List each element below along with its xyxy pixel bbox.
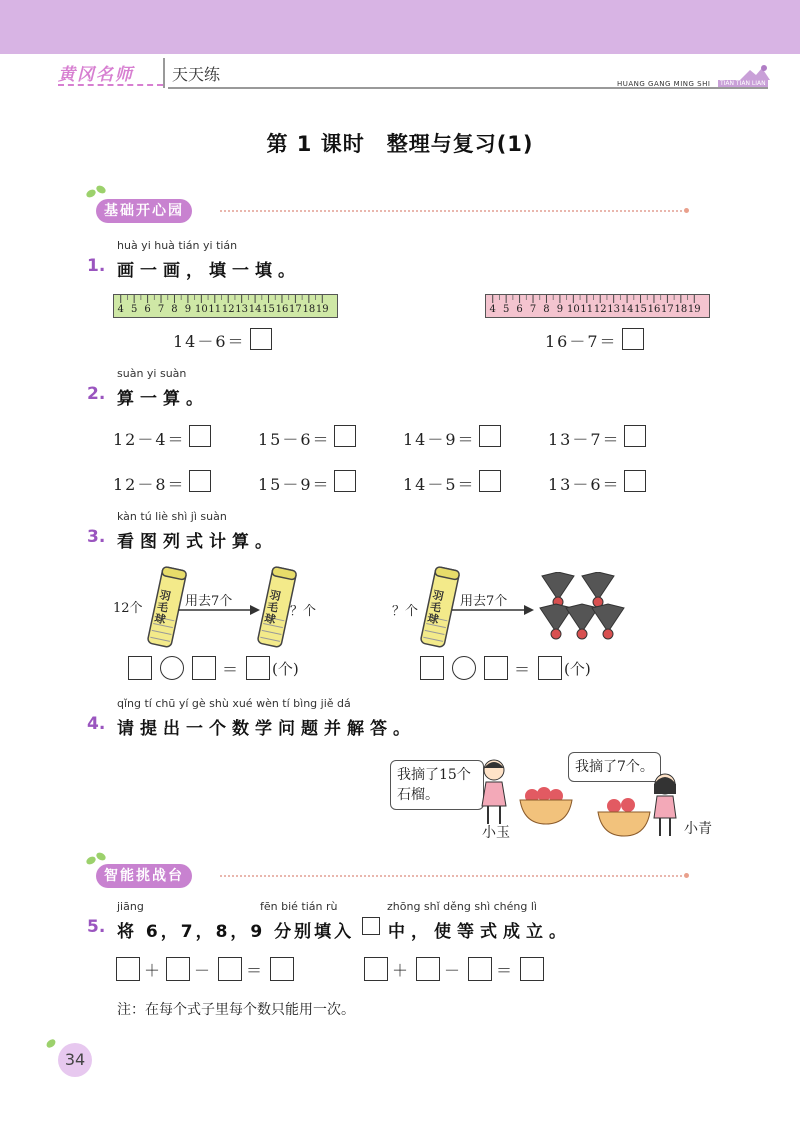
ruler-number: 4 (117, 304, 124, 315)
ruler-number: 15 (634, 304, 647, 315)
hill-decoration-icon (740, 64, 770, 80)
q2-answer-box[interactable] (189, 425, 211, 447)
section-divider (220, 875, 682, 877)
q5-text-part2: 中，使等式成立。 (388, 922, 572, 942)
ruler-number: 4 (489, 304, 496, 315)
ruler-number: 7 (529, 304, 537, 315)
brand-logo: 黄冈名师 (58, 65, 134, 85)
tube-label: 羽毛球 (263, 588, 282, 627)
q3-pinyin: kàn tú liè shì jì suàn (117, 510, 227, 523)
q2-equation: 13－7＝ (548, 430, 621, 449)
section-challenge-tag: 智能挑战台 (96, 864, 192, 888)
ruler-number: 11 (580, 304, 594, 315)
q2-equation: 14－9＝ (403, 430, 476, 449)
q3-left-operator-circle[interactable] (160, 656, 184, 680)
tube-label: 羽毛球 (153, 588, 172, 627)
number-ruler-right (485, 294, 710, 318)
leaf-icon (95, 184, 107, 195)
section-divider-end (684, 873, 689, 878)
equals-sign: ＝ (496, 961, 515, 980)
q2-answer-box[interactable] (334, 425, 356, 447)
name-right: 小青 (684, 821, 712, 837)
plus-sign: ＋ (392, 961, 411, 980)
q1-pinyin: huà yi huà tián yi tián (117, 239, 238, 252)
q2-answer-box[interactable] (479, 425, 501, 447)
lesson-title: 第 1 课时 整理与复习(1) (266, 132, 534, 156)
q2-equation: 12－8＝ (113, 475, 186, 494)
equals-sign: ＝ (222, 660, 241, 679)
q2-number: 2. (87, 384, 106, 404)
ruler-number: 13 (235, 304, 249, 315)
leaf-icon (45, 1038, 57, 1050)
q3-left-start: 12个 (113, 601, 143, 616)
name-left: 小玉 (482, 825, 510, 841)
ruler-number: 13 (607, 304, 621, 315)
ruler-number: 12 (221, 304, 235, 315)
q3-right-operator-circle[interactable] (452, 656, 476, 680)
q4-pinyin: qǐng tí chū yí gè shù xué wèn tí bìng jiě dá (117, 697, 351, 710)
q1-left-equation: 14－6＝ (173, 332, 246, 351)
q3-right-box-2[interactable] (484, 656, 508, 680)
ruler-number: 10 (566, 304, 580, 315)
leaf-icon (85, 855, 97, 866)
header-separator (163, 58, 165, 88)
q5-pinyin-1: jiāng (117, 900, 144, 913)
shuttlecocks-icon (538, 572, 630, 644)
q5-left-box-3[interactable] (218, 957, 242, 981)
q2-pinyin: suàn yi suàn (117, 367, 187, 380)
page-number: 34 (64, 1050, 86, 1069)
section-divider (220, 210, 682, 212)
ruler-number: 6 (516, 304, 523, 315)
ruler-number: 14 (620, 304, 634, 315)
q5-left-box-2[interactable] (166, 957, 190, 981)
ruler-number: 10 (194, 304, 208, 315)
q4-text: 请提出一个数学问题并解答。 (117, 719, 416, 739)
q1-text: 画一画，填一填。 (117, 261, 301, 281)
q3-left-answer-box[interactable] (246, 656, 270, 680)
q1-right-answer-box[interactable] (622, 328, 644, 350)
ruler-number: 17 (661, 304, 674, 315)
ruler-number: 5 (130, 304, 138, 315)
q2-text: 算一算。 (117, 389, 209, 409)
ruler-number: 18 (302, 304, 316, 315)
q3-text: 看图列式计算。 (117, 532, 278, 552)
speech-bubble-right: 我摘了7个。 (568, 752, 661, 782)
unit-label: (个) (272, 660, 299, 678)
series-title: 天天练 (172, 65, 221, 84)
ruler-numbers (486, 304, 709, 315)
leaf-icon (85, 188, 97, 199)
header-band (0, 0, 800, 54)
ruler-number: 8 (543, 304, 550, 315)
q5-left-box-1[interactable] (116, 957, 140, 981)
q2-answer-box[interactable] (189, 470, 211, 492)
brand-underline (58, 84, 163, 86)
q3-left-box-2[interactable] (192, 656, 216, 680)
q2-equation: 14－5＝ (403, 475, 476, 494)
ruler-number: 8 (171, 304, 178, 315)
equals-sign: ＝ (514, 660, 533, 679)
q3-left-box-1[interactable] (128, 656, 152, 680)
q2-equation: 12－4＝ (113, 430, 186, 449)
q5-text-part1: 将 6，7，8，9 分别填入 (117, 922, 355, 942)
q5-number: 5. (87, 917, 106, 937)
q2-answer-box[interactable] (624, 425, 646, 447)
pomegranate-basket-icon (596, 794, 652, 838)
q2-equation: 15－6＝ (258, 430, 331, 449)
ruler-number: 12 (593, 304, 607, 315)
tube-label: 羽毛球 (426, 588, 445, 627)
q5-right-box-1[interactable] (364, 957, 388, 981)
equals-sign: ＝ (246, 961, 265, 980)
ruler-number: 16 (647, 304, 661, 315)
q1-right-equation: 16－7＝ (545, 332, 618, 351)
minus-sign: － (444, 961, 463, 980)
q5-box-sample (362, 917, 380, 935)
ruler-number: 11 (208, 304, 222, 315)
q2-equation: 15－9＝ (258, 475, 331, 494)
q4-number: 4. (87, 714, 106, 734)
plus-sign: ＋ (144, 961, 163, 980)
ruler-number: 17 (289, 304, 302, 315)
q2-answer-box[interactable] (624, 470, 646, 492)
minus-sign: － (194, 961, 213, 980)
pomegranate-basket-icon (518, 782, 574, 826)
q2-equation: 13－6＝ (548, 475, 621, 494)
ruler-number: 9 (556, 304, 564, 315)
ruler-number: 18 (674, 304, 688, 315)
q5-pinyin-3: zhōng shǐ děng shì chéng lì (387, 900, 537, 913)
q1-number: 1. (87, 256, 106, 276)
q3-number: 3. (87, 527, 106, 547)
q2-answer-box[interactable] (479, 470, 501, 492)
section-divider-end (684, 208, 689, 213)
number-ruler-left (113, 294, 338, 318)
ruler-number: 14 (248, 304, 262, 315)
ruler-number: 9 (184, 304, 192, 315)
q5-note: 注：在每个式子里每个数只能用一次。 (117, 1002, 355, 1018)
q3-right-box-1[interactable] (420, 656, 444, 680)
q5-right-box-4[interactable] (520, 957, 544, 981)
q5-pinyin-2: fēn bié tián rù (260, 900, 338, 913)
q2-answer-box[interactable] (334, 470, 356, 492)
unit-label: (个) (564, 660, 591, 678)
ruler-numbers (114, 304, 337, 315)
q1-left-answer-box[interactable] (250, 328, 272, 350)
q3-right-start: ？个 (392, 604, 419, 619)
ruler-number: 7 (157, 304, 165, 315)
leaf-icon (95, 851, 107, 862)
girl-xiaoqing-icon (648, 772, 682, 842)
ruler-number: 6 (144, 304, 151, 315)
ruler-number: 19 (315, 304, 329, 315)
speech-bubble-left: 我摘了15个石榴。 (390, 760, 484, 810)
q3-left-result: ？个 (290, 604, 317, 619)
q5-right-box-3[interactable] (468, 957, 492, 981)
ruler-number: 5 (502, 304, 510, 315)
q3-used-label: 用去7个 (185, 594, 233, 609)
header-english: HUANG GANG MING SHI (617, 80, 711, 88)
q5-left-box-4[interactable] (270, 957, 294, 981)
ruler-number: 15 (262, 304, 275, 315)
header-english-sub: TIAN TIAN LIAN (720, 80, 766, 87)
q3-used-label: 用去7个 (460, 594, 508, 609)
q5-right-box-2[interactable] (416, 957, 440, 981)
section-basic-tag: 基础开心园 (96, 199, 192, 223)
ruler-number: 16 (275, 304, 289, 315)
q3-right-answer-box[interactable] (538, 656, 562, 680)
ruler-number: 19 (687, 304, 701, 315)
